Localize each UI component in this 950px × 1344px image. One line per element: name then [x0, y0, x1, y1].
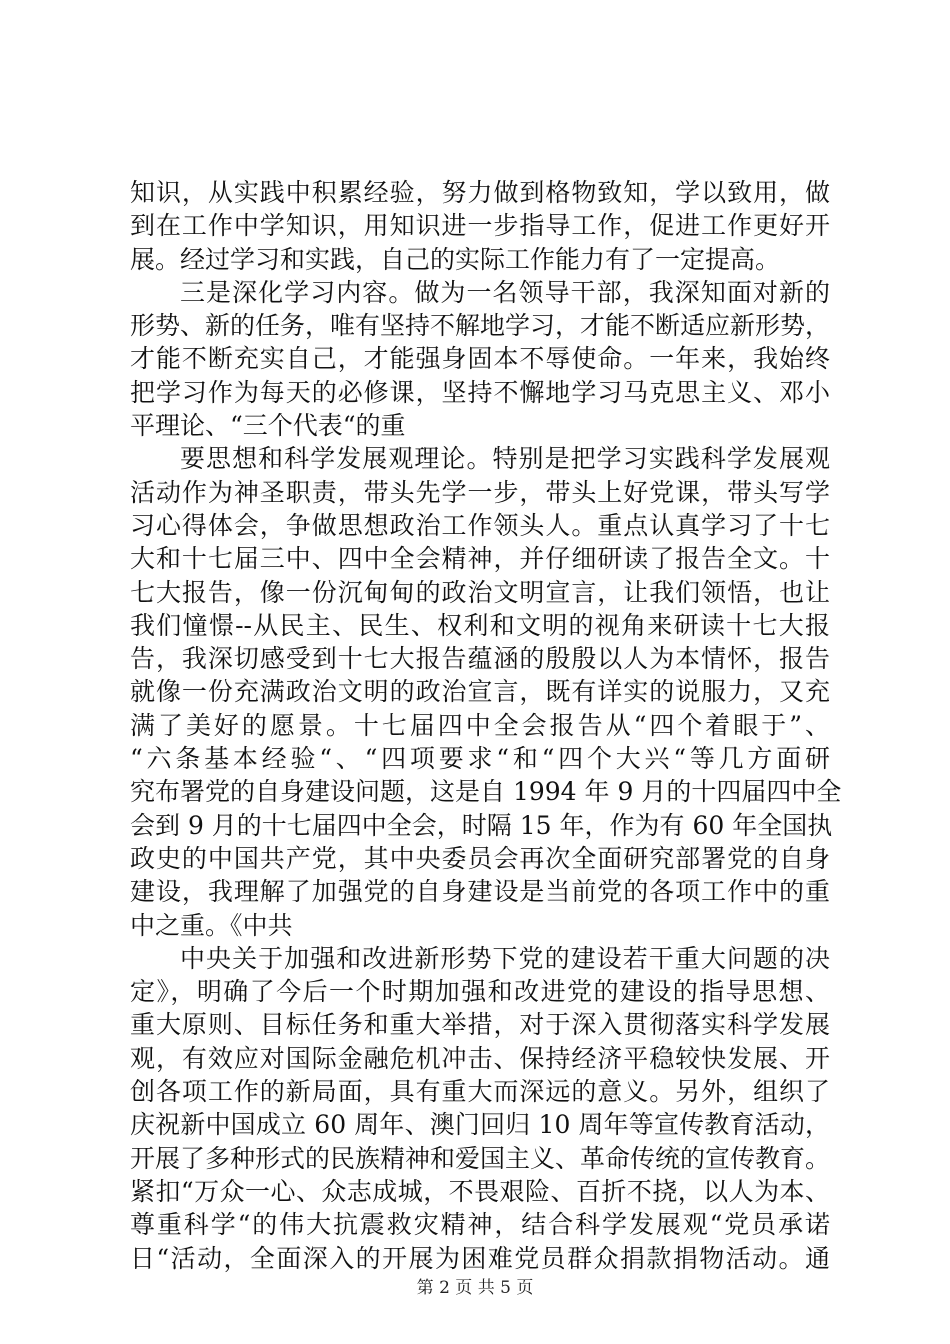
- paragraph-line: 展。经过学习和实践，自己的实际工作能力有了一定提高。: [130, 244, 781, 274]
- paragraph-line: 满了美好的愿景。十七届四中全会报告从“四个着眼于”、: [130, 710, 830, 740]
- paragraph-line: 庆祝新中国成立 60 周年、澳门回归 10 周年等宣传教育活动，: [130, 1110, 830, 1140]
- paragraph-line: 活动作为神圣职责，带头先学一步，带头上好党课，带头写学: [130, 477, 830, 507]
- paragraph-line: 就像一份充满政治文明的政治宣言，既有详实的说服力，又充: [130, 677, 830, 707]
- paragraph-line: 中央关于加强和改进新形势下党的建设若干重大问题的决: [180, 943, 830, 973]
- paragraph-line: 形势、新的任务，唯有坚持不解地学习，才能不断适应新形势，: [130, 311, 831, 341]
- paragraph-line: 平理论、“三个代表“的重: [130, 411, 406, 441]
- paragraph-line: 中之重。《中共: [130, 910, 293, 940]
- paragraph-line: 紧扣“万众一心、众志成城，不畏艰险、百折不挠，以人为本、: [130, 1176, 830, 1206]
- paragraph-line: 大和十七届三中、四中全会精神，并仔细研读了报告全文。十: [130, 544, 830, 574]
- paragraph-line: 日“活动，全面深入的开展为困难党员群众捐款捐物活动。通: [130, 1243, 830, 1273]
- paragraph-line: 开展了多种形式的民族精神和爱国主义、革命传统的宣传教育。: [130, 1143, 831, 1173]
- paragraph-line: 究布署党的自身建设问题，这是自 1994 年 9 月的十四届四中全: [130, 777, 842, 807]
- page-number-footer: 第 2 页 共 5 页: [416, 1278, 534, 1298]
- document-body: [130, 176, 842, 1275]
- paragraph-line: 七大报告，像一份沉甸甸的政治文明宣言，让我们领悟，也让: [130, 577, 830, 607]
- paragraph-line: 把学习作为每天的必修课，坚持不懈地学习马克思主义、邓小: [130, 377, 830, 407]
- paragraph-line: 到在工作中学知识，用知识进一步指导工作，促进工作更好开: [130, 211, 830, 241]
- paragraph-line: 习心得体会，争做思想政治工作领头人。重点认真学习了十七: [130, 510, 830, 540]
- paragraph-line: 我们憧憬--从民主、民生、权利和文明的视角来研读十七大报: [130, 610, 830, 640]
- paragraph-line: 要思想和科学发展观理论。特别是把学习实践科学发展观: [180, 444, 830, 474]
- paragraph-line: 定》，明确了今后一个时期加强和改进党的建设的指导思想、: [130, 977, 830, 1007]
- paragraph-line: 政史的中国共产党，其中央委员会再次全面研究部署党的自身: [130, 843, 830, 873]
- paragraph-line: “六条基本经验“、“四项要求“和“四个大兴“等几方面研: [130, 744, 830, 774]
- paragraph-line: 观，有效应对国际金融危机冲击、保持经济平稳较快发展、开: [130, 1043, 830, 1073]
- paragraph-line: 创各项工作的新局面，具有重大而深远的意义。另外，组织了: [130, 1077, 830, 1107]
- paragraph-line: 建设，我理解了加强党的自身建设是当前党的各项工作中的重: [130, 877, 830, 907]
- paragraph-line: 才能不断充实自己，才能强身固本不辱使命。一年来，我始终: [130, 344, 830, 374]
- paragraph-line: 会到 9 月的十七届四中全会，时隔 15 年，作为有 60 年全国执: [130, 810, 833, 840]
- paragraph-line: 三是深化学习内容。做为一名领导干部，我深知面对新的: [180, 277, 830, 307]
- paragraph-line: 告，我深切感受到十七大报告蕴涵的殷殷以人为本情怀，报告: [130, 644, 830, 674]
- paragraph-line: 知识，从实践中积累经验，努力做到格物致知，学以致用，做: [130, 178, 830, 207]
- paragraph-line: 尊重科学“的伟大抗震救灾精神，结合科学发展观“党员承诺: [130, 1210, 830, 1240]
- paragraph-line: 重大原则、目标任务和重大举措，对于深入贯彻落实科学发展: [130, 1010, 830, 1040]
